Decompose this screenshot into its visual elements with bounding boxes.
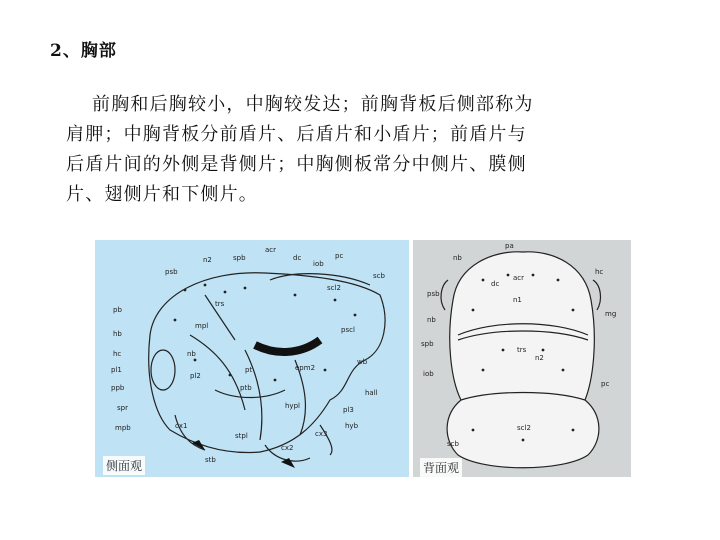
label-pl1: pl1	[111, 366, 122, 374]
label-pscl: pscl	[341, 326, 355, 334]
label-mpb: mpb	[115, 424, 131, 432]
label-mpl: mpl	[195, 322, 209, 330]
label-hc: hc	[595, 268, 604, 276]
paragraph-line: 片、翅侧片和下侧片。	[66, 184, 258, 205]
label-epm2: epm2	[295, 364, 316, 372]
label-n1: n1	[513, 296, 522, 304]
label-trs: trs	[517, 346, 527, 354]
label-pl3: pl3	[343, 406, 354, 414]
label-pa: pa	[505, 242, 514, 250]
label-pb: pb	[113, 306, 122, 314]
label-hypl: hypl	[285, 402, 300, 410]
label-stpl: stpl	[235, 432, 248, 440]
label-stb: stb	[205, 456, 216, 464]
lateral-thorax-drawing	[95, 240, 409, 477]
paragraph-line: 肩胛；中胸背板分前盾片、后盾片和小盾片；前盾片与	[66, 124, 527, 145]
lateral-view-figure	[95, 240, 409, 477]
label-scb: scb	[447, 440, 459, 448]
dorsal-thorax-drawing	[413, 240, 631, 477]
label-acr: acr	[513, 274, 525, 282]
label-nb: nb	[453, 254, 462, 262]
label-iob: iob	[423, 370, 434, 378]
label-mg: mg	[605, 310, 617, 318]
label-hyb: hyb	[345, 422, 359, 430]
label-psb: psb	[427, 290, 440, 298]
label-cx2: cx2	[281, 444, 294, 452]
lateral-caption: 侧面观	[103, 456, 145, 475]
label-cx3: cx3	[315, 430, 328, 438]
label-spr: spr	[117, 404, 128, 412]
label-nb: nb	[187, 350, 196, 358]
section-heading: 2、胸部	[50, 41, 117, 61]
label-nb2: nb	[427, 316, 436, 324]
label-scl2: scl2	[517, 424, 531, 432]
label-acr: acr	[265, 246, 277, 254]
label-scb: scb	[373, 272, 385, 280]
label-hc: hc	[113, 350, 122, 358]
label-ppb: ppb	[111, 384, 125, 392]
label-n2: n2	[203, 256, 212, 264]
label-hall: hall	[365, 389, 378, 397]
paragraph-line: 后盾片间的外侧是背侧片；中胸侧板常分中侧片、膜侧	[66, 154, 527, 175]
label-dc: dc	[293, 254, 302, 262]
label-psb: psb	[165, 268, 178, 276]
label-iob: iob	[313, 260, 324, 268]
label-pt: pt	[245, 366, 253, 374]
label-n2: n2	[535, 354, 544, 362]
dorsal-view-figure	[413, 240, 631, 477]
label-ptb: ptb	[240, 384, 252, 392]
label-cx1: cx1	[175, 422, 188, 430]
body-paragraph	[66, 90, 656, 210]
label-scl2: scl2	[327, 284, 341, 292]
label-spb: spb	[233, 254, 246, 262]
label-trs: trs	[215, 300, 225, 308]
label-dc: dc	[491, 280, 500, 288]
paragraph-line: 前胸和后胸较小，中胸较发达；前胸背板后侧部称为	[92, 94, 534, 115]
label-spb: spb	[421, 340, 434, 348]
dorsal-caption: 背面观	[420, 458, 462, 477]
label-pc: pc	[601, 380, 610, 388]
label-pl2: pl2	[190, 372, 201, 380]
label-wb: wb	[357, 358, 368, 366]
label-hb: hb	[113, 330, 122, 338]
label-pc: pc	[335, 252, 344, 260]
